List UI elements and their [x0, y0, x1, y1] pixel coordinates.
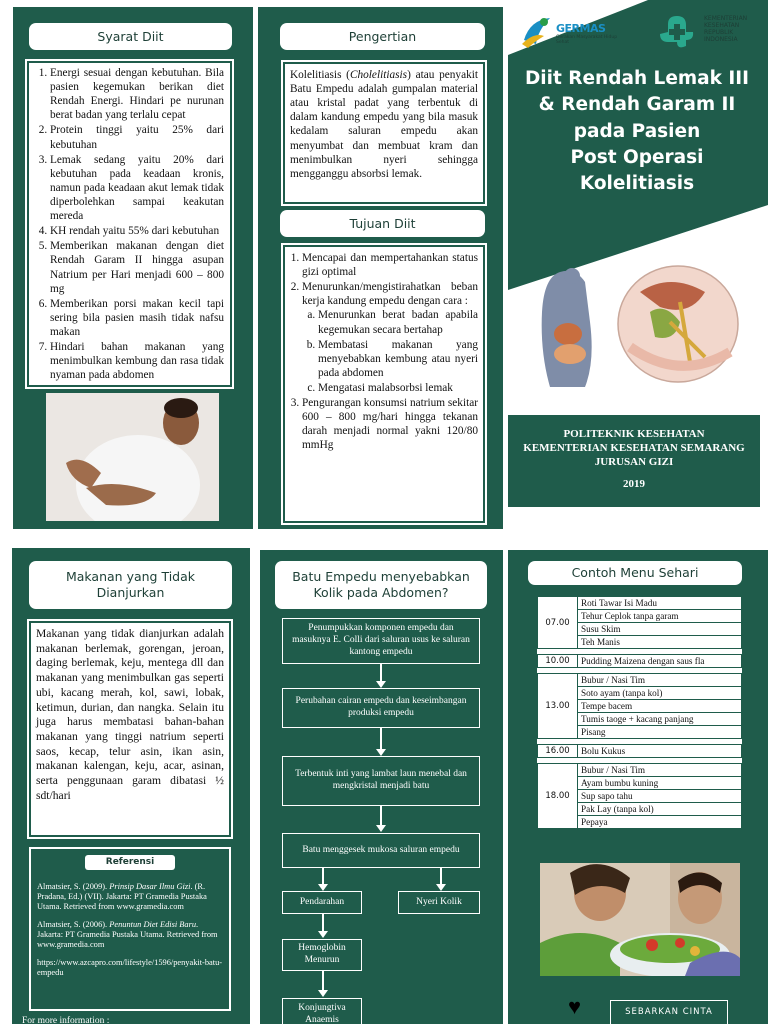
menu-item: Bubur / Nasi Tim — [578, 674, 742, 687]
menu-item: Susu Skim — [578, 623, 742, 636]
menu-item: Pudding Maizena dengan saus fla — [578, 655, 742, 668]
institution-line: POLITEKNIK KESEHATAN — [563, 428, 705, 440]
syarat-diit-list — [32, 66, 224, 382]
cover-title-line: Kolelitiasis — [579, 173, 695, 195]
panel-pengertian — [258, 7, 503, 529]
panel-syarat-diit — [13, 7, 253, 529]
cover-title-line: Post Operasi — [570, 146, 704, 168]
flow-step-colic: Nyeri Kolik — [398, 891, 480, 914]
cover-year: 2019 — [623, 478, 645, 491]
pengertian-term: Cholelitiasis — [349, 69, 408, 81]
flow-step-3: Terbentuk inti yang lambat laun menebal dan mengkristal menjadi batu — [282, 756, 480, 806]
menu-time: 10.00 — [538, 655, 578, 668]
flow-step-4: Batu menggesek mukosa saluran empedu — [282, 833, 480, 868]
menu-item: Ayam bumbu kuning — [578, 777, 742, 790]
syarat-diit-box — [27, 61, 232, 387]
reference-link[interactable]: https://www.azcapro.com/lifestyle/1596/penyakit-batu-empedu — [37, 958, 223, 978]
tujuan-item — [302, 280, 478, 395]
institution-line: JURUSAN GIZI — [594, 455, 674, 468]
panel-flowchart — [260, 550, 503, 1024]
tujuan-sublist — [302, 308, 478, 395]
menu-item: Soto ayam (tanpa kol) — [578, 687, 742, 700]
menu-time: 16.00 — [538, 745, 578, 758]
tujuan-item-text: Menurunkan/mengistirahatkan beban kerja kandung empedu dengan cara : — [302, 281, 478, 308]
menu-item: Roti Tawar Isi Madu — [578, 597, 742, 610]
syarat-item: 6. Memberikan porsi makan kecil tapi sering bila pasien masih tidak nafsu makan — [50, 297, 224, 339]
flow-arrow — [440, 868, 442, 885]
pengertian-text-pre: Kolelitiasis ( — [290, 69, 350, 81]
heart-icon: ♥ — [568, 994, 582, 1019]
cover-title-line: & Rendah Garam II — [538, 94, 736, 116]
menu-item: Bolu Kukus — [578, 745, 742, 758]
more-info-label: For more information : — [22, 1016, 110, 1024]
tujuan-subitem: b. Membatasi makanan yang menyebabkan kembung atau nyeri pada abdomen — [318, 338, 478, 380]
tujuan-subitem: c. Mengatasi malabsorbsi lemak — [318, 381, 478, 395]
pengertian-box — [283, 62, 485, 204]
reference-detail: . (R. Pradana, Ed.) (VII). Jakarta: PT Gramedia Pustaka Utama. Retrieved from www.gramedia.com — [37, 881, 207, 911]
flow-step-hemoglobin: Hemoglobin Menurun — [282, 939, 362, 971]
stomach-pain-photo — [46, 393, 219, 521]
menu-item: Pepaya — [578, 816, 742, 829]
menu-item: Sup sapo tahu — [578, 790, 742, 803]
referensi-box — [29, 847, 231, 1011]
menu-item: Teh Manis — [578, 636, 742, 649]
pengertian-heading: Pengertian — [280, 23, 485, 50]
share-love-text: SEBARKAN CINTA — [625, 1007, 713, 1017]
flow-step-2: Perubahan cairan empedu dan keseimbangan produksi empedu — [282, 688, 480, 728]
syarat-diit-heading: Syarat Diit — [29, 23, 232, 50]
syarat-item: 2. Protein tinggi yaitu 25% dari kebutuhan — [50, 123, 224, 151]
menu-item: Tumis taoge + kacang panjang — [578, 713, 742, 726]
germas-logo-subtext: Gerakan Masyarakat Hidup Sehat — [556, 35, 618, 45]
flow-step-konjungtiva: Konjungtiva Anaemis — [282, 998, 362, 1024]
tujuan-diit-box — [283, 245, 485, 523]
pengertian-text: ) atau penyakit Batu Empedu adalah gumpalan material atau kristal padat yang terbentuk di dalam kandung empedu yang bila masuk kedalam saluran empedu akan menyumbat dan membuat kram dan menimbulkan nyeri sehingga mengganggu absorbsi lemak. — [290, 69, 479, 180]
salad-photo — [540, 863, 740, 976]
reference-title: Prinsip Dasar Ilmu Gizi — [109, 881, 191, 891]
makanan-text-box: Makanan yang tidak dianjurkan adalah makanan berlemak, gorengan, jeroan, daging berlemak, keju, mentega dll dan makanan yang menimbulkan gas seperti ubi, kacang merah, kol, sawi, lobak, ketimun, durian, dan nangka. Selain itu juga harus membatasi bahan-bahan makanan yang tinggi natrium seperti saos, kecap, telur asin, ikan asin, makanan kalengan, keju, acar, asinan, serta penggunaan garam dibatasi ½ sdt/hari — [29, 621, 231, 837]
syarat-item: 1. Energi sesuai dengan kebutuhan. Bila pasien kegemukan berikan diet Rendah Energi. Hindari pe nurunan berat badan yang terlalu cepat — [50, 66, 224, 122]
menu-time: 18.00 — [538, 764, 578, 829]
institution-block — [508, 428, 760, 492]
flow-arrow — [380, 728, 382, 750]
flow-step-bleeding: Pendarahan — [282, 891, 362, 914]
menu-table — [537, 596, 742, 829]
flow-step-1: Penumpukkan komponen empedu dan masuknya E. Colli dari saluran usus ke saluran kantong empedu — [282, 618, 480, 664]
flow-arrow — [380, 806, 382, 826]
contoh-menu-heading: Contoh Menu Sehari — [528, 561, 742, 585]
gallbladder-illustration — [530, 262, 740, 392]
tujuan-item: 1. Mencapai dan mempertahankan status gizi optimal — [302, 251, 478, 279]
menu-time: 13.00 — [538, 674, 578, 739]
flow-arrow — [322, 971, 324, 991]
cover-title-line: pada Pasien — [573, 120, 701, 142]
tujuan-item: 3. Pengurangan konsumsi natrium sekitar 600 – 800 mg/hari hingga tekanan darah menjadi normal yakni 120/80 mmHg — [302, 396, 478, 452]
reference-author: Almatsier, S. (2009). — [37, 881, 110, 891]
tujuan-subitem: a. Menurunkan berat badan apabila kegemukan secara bertahap — [318, 308, 478, 336]
kemenkes-logo-text: KEMENTERIAN KESEHATAN REPUBLIK INDONESIA — [704, 15, 748, 43]
kemenkes-logo — [656, 12, 764, 54]
institution-line: KEMENTERIAN KESEHATAN SEMARANG — [523, 441, 745, 454]
reference-item — [37, 920, 223, 950]
germas-logo — [520, 12, 620, 54]
tujuan-diit-heading: Tujuan Diit — [280, 210, 485, 237]
kemenkes-logo-icon — [656, 12, 698, 52]
flow-arrow — [380, 664, 382, 682]
germas-logo-text: GERMAS — [556, 22, 606, 35]
panel-contoh-menu — [508, 550, 768, 1024]
referensi-heading: Referensi — [85, 855, 175, 870]
makanan-heading: Makanan yang Tidak Dianjurkan — [29, 561, 232, 609]
reference-item — [37, 882, 223, 912]
syarat-item: 5. Memberikan makanan dengan diet Rendah Garam II hingga asupan Natrium per Hari menjadi 600 – 800 mg — [50, 239, 224, 295]
panel-makanan-tidak-dianjurkan — [12, 548, 250, 1024]
syarat-item: 4. KH rendah yaitu 55% dari kebutuhan — [50, 224, 224, 238]
flow-arrow — [322, 868, 324, 885]
cover-title — [516, 66, 758, 197]
menu-item: Tehur Ceplok tanpa garam — [578, 610, 742, 623]
flowchart-heading: Batu Empedu menyebabkan Kolik pada Abdomen? — [275, 561, 487, 609]
germas-logo-icon — [520, 14, 554, 50]
menu-table-body — [538, 597, 742, 829]
menu-table-box — [536, 595, 743, 830]
panel-cover — [508, 0, 768, 530]
tujuan-list — [288, 251, 478, 453]
reference-detail: . Jakarta: PT Gramedia Pustaka Utama. Retrieved from www.gramedia.com — [37, 920, 218, 950]
cover-title-line: Diit Rendah Lemak III — [524, 68, 750, 89]
reference-author: Almatsier, S. (2006). — [37, 920, 110, 930]
menu-item: Pak Lay (tanpa kol) — [578, 803, 742, 816]
syarat-item: 3. Lemak sedang yaitu 20% dari kebutuhan pada keadaan kronis, namun pada keadaan akut lemak tidak diperbolehkan sampai keakutan mereda — [50, 153, 224, 224]
syarat-item: 7. Hindari bahan makanan yang menimbulkan kembung dan rasa tidak nyaman pada abdomen — [50, 340, 224, 382]
reference-title: Penuntun Diet Edisi Baru — [109, 920, 197, 930]
share-love-box — [610, 1000, 728, 1024]
menu-item: Pisang — [578, 726, 742, 739]
menu-item: Tempe bacem — [578, 700, 742, 713]
menu-item: Bubur / Nasi Tim — [578, 764, 742, 777]
menu-time: 07.00 — [538, 597, 578, 649]
flow-arrow — [322, 914, 324, 932]
